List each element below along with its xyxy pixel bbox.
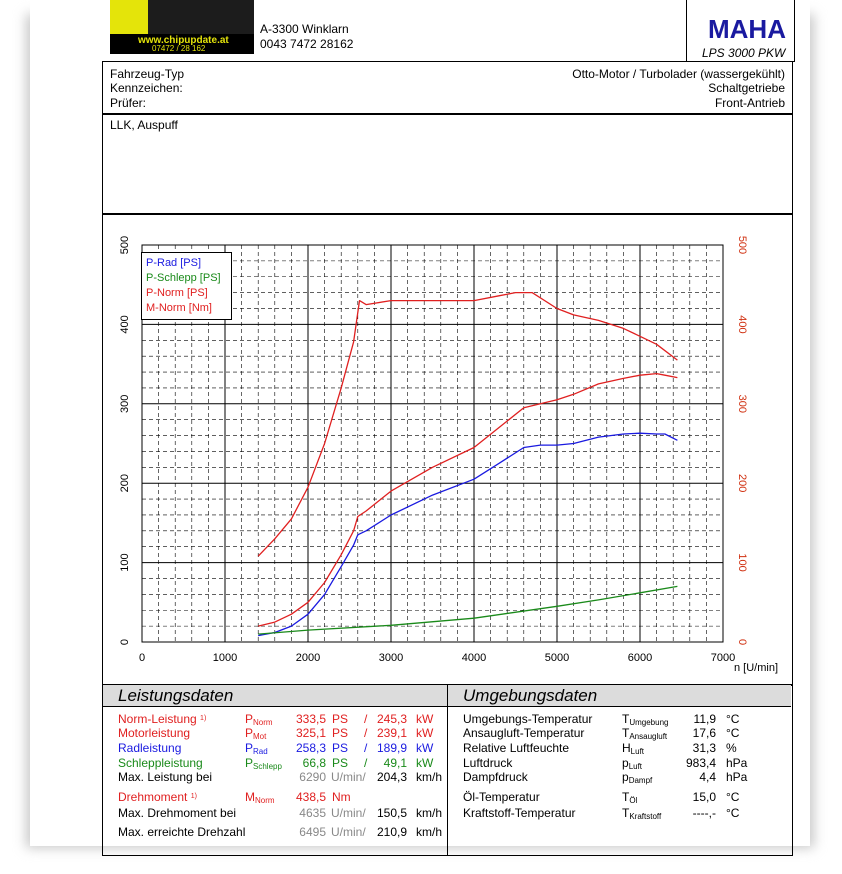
engine-power-symbol: $P_{Mot}$	[245, 726, 267, 741]
legend-p-norm: P-Norm [PS]	[146, 287, 208, 299]
drive-type: Front-Antrieb	[714, 96, 785, 110]
x-tick-label: 2000	[295, 652, 321, 664]
env-symbol: $H_{Luft}$	[622, 741, 645, 756]
wheel-power-kw-unit: kW	[416, 741, 434, 755]
legend-m-norm: M-Norm [Nm]	[146, 302, 212, 314]
drag-power-kw: 49,1	[383, 756, 407, 770]
notes-text: LLK, Auspuff	[110, 118, 178, 132]
y-left-tick-label: 300	[119, 394, 131, 413]
env-label: Ansaugluft-Temperatur	[463, 726, 585, 740]
tables-divider	[447, 685, 448, 855]
environment-title: Umgebungsdaten	[463, 686, 598, 705]
torque-value: 438,5	[295, 790, 326, 804]
env-symbol: $T_{Öl}$	[622, 790, 638, 805]
env-label: Luftdruck	[463, 756, 513, 770]
series-line-0	[258, 433, 677, 635]
drag-power-kw-unit: kW	[416, 756, 434, 770]
env-label: Kraftstoff-Temperatur	[463, 806, 576, 820]
chart-series	[258, 293, 677, 636]
max-power-label: Max. Leistung bei	[118, 770, 213, 784]
torque-label: Drehmoment $^{1)}$	[118, 790, 197, 804]
drag-power-ps-unit: PS	[332, 756, 349, 770]
env-value: 983,4	[685, 756, 716, 770]
env-value: 4,4	[699, 770, 716, 784]
wheel-power-ps-unit: PS	[332, 741, 349, 755]
norm-power-slash: /	[364, 712, 368, 726]
logo-url: www.chipupdate.at	[138, 35, 229, 46]
wheel-power-symbol: $P_{Rad}$	[245, 741, 268, 756]
max-rpm-unit: U/min/	[331, 825, 366, 839]
series-line-3	[258, 293, 677, 557]
max-rpm-kmh-unit: km/h	[416, 825, 443, 839]
env-symbol: $T_{Umgebung}$	[622, 712, 669, 727]
norm-power-kw: 245,3	[376, 712, 407, 726]
norm-power-symbol: $P_{Norm}$	[245, 712, 273, 727]
env-value: 11,9	[693, 712, 716, 726]
y-right-tick-label: 500	[736, 235, 748, 255]
brand-logo: MAHA	[708, 16, 786, 40]
y-left-tick-label: 400	[119, 315, 131, 334]
engine-power-slash: /	[364, 726, 368, 740]
performance-title: Leistungsdaten	[118, 686, 234, 705]
plate-label: Kennzeichen:	[110, 81, 183, 95]
x-tick-label: 1000	[212, 652, 238, 664]
torque-symbol: $M_{Norm}$	[245, 790, 275, 805]
env-unit: °C	[726, 806, 740, 820]
norm-power-ps-unit: PS	[332, 712, 349, 726]
max-rpm-kmh: 210,9	[376, 825, 407, 839]
series-line-2	[258, 374, 677, 626]
y-right-tick-label: 400	[736, 315, 748, 334]
phone-number: 0043 7472 28162	[260, 37, 354, 51]
y-left-tick-label: 200	[119, 474, 131, 493]
y-right-tick-label: 300	[736, 394, 748, 413]
wheel-power-slash: /	[364, 741, 368, 755]
norm-power-label: Norm-Leistung $^{1)}$	[118, 712, 207, 726]
logo-phone: 07472 / 28 162	[152, 44, 206, 53]
env-label: Umgebungs-Temperatur	[463, 712, 593, 726]
engine-power-ps-unit: PS	[332, 726, 349, 740]
wheel-power-ps: 258,3	[295, 741, 326, 755]
max-power-rpm-unit: U/min/	[331, 770, 366, 784]
max-power-kmh-unit: km/h	[416, 770, 443, 784]
env-value: 17,6	[692, 726, 716, 740]
norm-power-ps: 333,5	[295, 712, 326, 726]
x-tick-label: 3000	[378, 652, 404, 664]
drag-power-label: Schleppleistung	[118, 756, 203, 770]
x-tick-label: 4000	[461, 652, 487, 664]
max-rpm-value: 6495	[299, 825, 326, 839]
engine-power-ps: 325,1	[295, 726, 326, 740]
address-line: A-3300 Winklarn	[260, 22, 349, 36]
y-right-tick-label: 0	[736, 638, 748, 646]
y-left-tick-label: 0	[119, 638, 131, 646]
x-tick-label: 6000	[627, 652, 653, 664]
max-torque-rpm-unit: U/min/	[331, 806, 366, 820]
max-torque-kmh-unit: km/h	[416, 806, 443, 820]
engine-power-label: Motorleistung	[118, 726, 191, 740]
x-tick-label: 0	[138, 652, 146, 664]
env-label: Relative Luftfeuchte	[463, 741, 570, 755]
vehicle-type-label: Fahrzeug-Typ	[110, 67, 185, 81]
chart-legend	[141, 252, 232, 320]
legend-p-schlepp: P-Schlepp [PS]	[146, 272, 221, 284]
env-value: 31,3	[692, 741, 716, 755]
gearbox-type: Schaltgetriebe	[708, 81, 785, 95]
env-label: Öl-Temperatur	[463, 790, 540, 804]
tester-label: Prüfer:	[110, 96, 147, 110]
max-rpm-label: Max. erreichte Drehzahl	[118, 825, 246, 839]
env-unit: °C	[726, 790, 740, 804]
env-unit: °C	[726, 712, 740, 726]
max-torque-label: Max. Drehmoment bei	[118, 806, 237, 820]
max-torque-rpm: 4635	[299, 806, 326, 820]
wheel-power-label: Radleistung	[118, 741, 182, 755]
env-symbol: $T_{Kraftstoff}$	[622, 806, 662, 821]
env-symbol: $p_{Dampf}$	[622, 770, 653, 785]
drag-power-symbol: $P_{Schlepp}$	[245, 756, 282, 771]
engine-power-kw-unit: kW	[416, 726, 434, 740]
env-value: 15,0	[692, 790, 716, 804]
wheel-power-kw: 189,9	[376, 741, 407, 755]
x-tick-label: 5000	[544, 652, 570, 664]
x-tick-label: 7000	[710, 652, 736, 664]
x-axis-label: n [U/min]	[734, 662, 779, 674]
model-name: LPS 3000 PKW	[702, 46, 786, 60]
env-unit: hPa	[726, 770, 748, 784]
env-unit: hPa	[726, 756, 748, 770]
drag-power-ps: 66,8	[302, 756, 326, 770]
env-label: Dampfdruck	[463, 770, 528, 784]
y-left-tick-label: 500	[119, 235, 131, 255]
norm-power-kw-unit: kW	[416, 712, 434, 726]
env-symbol: $p_{Luft}$	[622, 756, 643, 771]
y-left-tick-label: 100	[119, 553, 131, 572]
engine-type: Otto-Motor / Turbolader (wassergekühlt)	[572, 67, 785, 81]
y-right-tick-label: 200	[736, 474, 748, 493]
y-right-tick-label: 100	[736, 553, 748, 572]
drag-power-slash: /	[364, 756, 368, 770]
env-symbol: $T_{Ansaugluft}$	[622, 726, 668, 741]
legend-p-rad: P-Rad [PS]	[146, 257, 202, 269]
max-torque-kmh: 150,5	[376, 806, 407, 820]
env-unit: °C	[726, 726, 740, 740]
engine-power-kw: 239,1	[376, 726, 407, 740]
torque-unit: Nm	[332, 790, 351, 804]
max-power-kmh: 204,3	[376, 770, 407, 784]
env-unit: %	[726, 741, 737, 755]
env-value: ----,-	[692, 806, 716, 820]
max-power-rpm: 6290	[299, 770, 326, 784]
